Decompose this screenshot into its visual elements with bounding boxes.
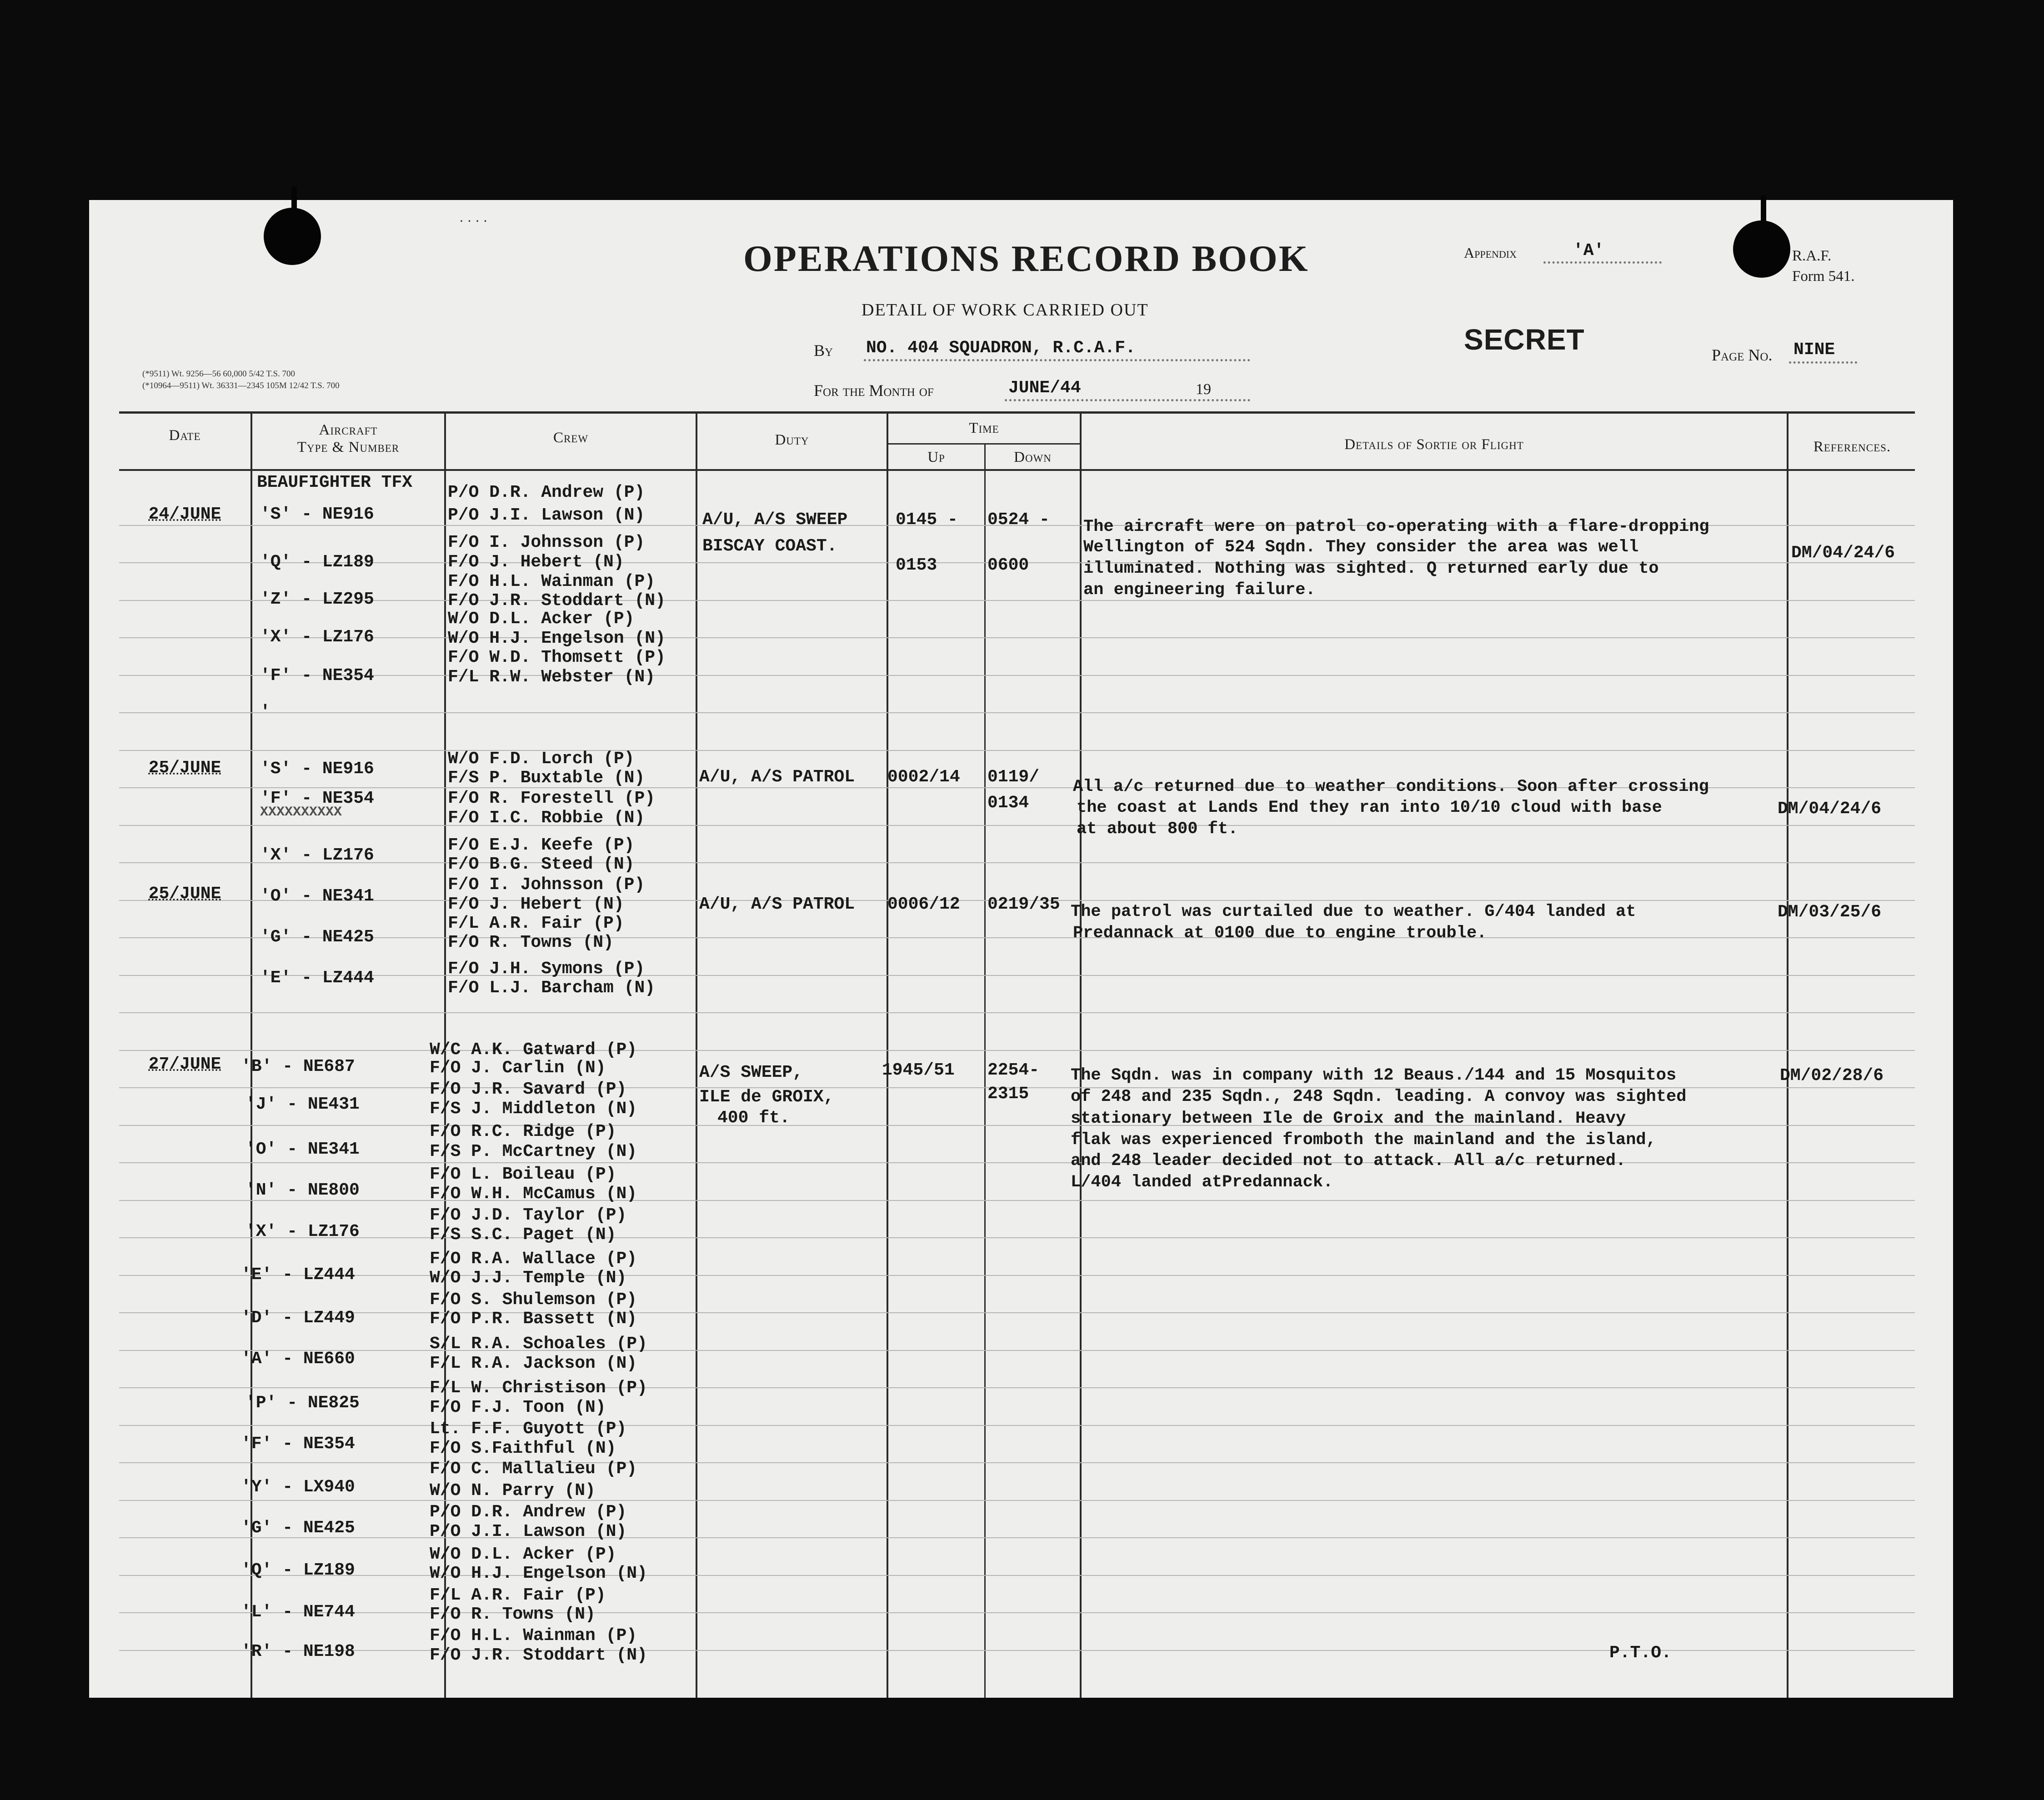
entry-crew: F/O H.L. Wainman (P) [430,1626,637,1645]
col-divider-4 [887,411,888,1698]
row-rule [119,600,1915,601]
entry-aircraft: 'L' - NE744 [241,1602,355,1622]
page-number-label: Page No. [1712,346,1773,364]
entry-details-line: The patrol was curtailed due to weather. G/404 landed at [1071,902,1636,921]
entry-crew: F/O J.R. Stoddart (N) [430,1645,647,1665]
col-header-date: Date [169,427,201,444]
entry-aircraft: 'D' - LZ449 [241,1308,355,1328]
entry-time-down: 2315 [987,1084,1029,1104]
month-value: JUNE/44 [1008,378,1081,398]
entry-crew: F/O J.H. Symons (P) [448,959,645,979]
entry-crew: W/O H.J. Engelson (N) [448,629,666,648]
entry-crew: F/O B.G. Steed (N) [448,855,635,874]
entry-duty-line: ILE de GROIX, [699,1087,834,1107]
form-line-1: R.A.F. [1792,248,1832,264]
entry-reference: DM/02/28/6 [1780,1066,1884,1085]
entry-time-up: 0145 - [896,510,958,530]
entry-crew: S/L R.A. Schoales (P) [430,1334,647,1354]
page-title: OPERATIONS RECORD BOOK [743,238,1309,279]
entry-crew: F/O R.C. Ridge (P) [430,1122,616,1141]
entry-details-line: Predannack at 0100 due to engine trouble. [1073,924,1487,943]
entry-reference: DM/04/24/6 [1791,543,1895,563]
entry-aircraft: 'P' - NE825 [245,1393,360,1413]
entry-crew: W/O D.L. Acker (P) [430,1545,616,1564]
entry-crew: F/O L.J. Barcham (N) [448,978,656,998]
entry-time-down: 0219/35 [987,895,1060,914]
time-subheader-rule [887,443,1081,445]
entry-crew: F/S S.C. Paget (N) [430,1225,616,1245]
entry-aircraft: 'F' - NE354 [260,789,374,808]
by-underline [864,359,1250,361]
row-rule [119,1237,1915,1238]
entry-aircraft: 'F' - NE354 [241,1434,355,1454]
entry-crew: W/O N. Parry (N) [430,1481,596,1500]
row-rule [119,1387,1915,1388]
entry-aircraft: 'X' - LZ176 [260,845,374,865]
entry-crew: P/O J.I. Lawson (N) [430,1522,627,1541]
entry-crew: F/S P. McCartney (N) [430,1142,637,1161]
entry-aircraft: 'J' - NE431 [245,1095,360,1114]
row-rule [119,1125,1915,1126]
aircraft-type: BEAUFIGHTER TFX [257,473,413,492]
entry-crew: Lt. F.F. Guyott (P) [430,1419,627,1439]
row-rule [119,1425,1915,1426]
entry-time-down: 0600 [987,555,1029,575]
entry-details-line: an engineering failure. [1083,580,1316,600]
entry-crew: F/L R.A. Jackson (N) [430,1354,637,1373]
entry-reference: DM/04/24/6 [1778,799,1882,819]
entry-aircraft: 'N' - NE800 [245,1180,360,1200]
entry-date: 25/JUNE [148,758,221,778]
print-code-1: (*9511) Wt. 9256—56 60,000 5/42 T.S. 700 [142,369,296,379]
entry-time-down: 0134 [987,793,1029,813]
entry-time-down: 0119/ [987,767,1040,787]
entry-aircraft: 'O' - NE341 [245,1140,360,1159]
entry-aircraft: 'X' - LZ176 [260,627,374,647]
entry-crew: W/O D.L. Acker (P) [448,609,635,629]
entry-aircraft: 'E' - LZ444 [241,1265,355,1285]
entry-aircraft: 'Y' - LX940 [241,1477,355,1497]
col-header-references: References. [1813,439,1891,455]
entry-crew: F/S P. Buxtable (N) [448,768,645,788]
row-rule [119,637,1915,638]
pto-note: P.T.O. [1609,1643,1672,1663]
punch-hole-left [264,208,321,265]
entry-duty-line: A/U, A/S SWEEP [702,510,848,530]
col-header-crew: Crew [553,430,589,446]
entry-crew: F/O J. Carlin (N) [430,1058,606,1078]
top-marks: · · · · [459,214,488,229]
entry-crew: P/O J.I. Lawson (N) [448,505,645,525]
row-rule [119,1200,1915,1201]
col-header-down: Down [1014,449,1052,465]
col-divider-1 [250,411,252,1698]
month-label: For the Month of [814,381,934,400]
entry-aircraft: 'G' - NE425 [241,1518,355,1538]
entry-crew: F/O R. Towns (N) [448,933,614,952]
entry-details-line: the coast at Lands End they ran into 10/10 cloud with base [1077,798,1662,817]
entry-crew: F/O P.R. Bassett (N) [430,1309,637,1329]
entry-crew: F/O W.D. Thomsett (P) [448,648,666,667]
entry-aircraft: XXXXXXXXXX [260,805,342,820]
row-rule [119,1162,1915,1163]
entry-time-up: 0002/14 [887,767,960,787]
col-divider-3 [696,411,697,1698]
page-subtitle: DETAIL OF WORK CARRIED OUT [862,300,1149,320]
entry-crew: F/L R.W. Webster (N) [448,667,656,687]
row-rule [119,1462,1915,1463]
entry-details-line: of 248 and 235 Sqdn., 248 Sqdn. leading. A convoy was sighted [1071,1087,1687,1106]
entry-duty-line: A/U, A/S PATROL [699,895,855,914]
entry-details-line: Wellington of 524 Sqdn. They consider the area was well [1083,538,1639,557]
entry-aircraft: 'S' - NE916 [260,759,374,779]
entry-time-down: 0524 - [987,510,1050,530]
entry-crew: F/O J.D. Taylor (P) [430,1205,627,1225]
entry-crew: F/O C. Mallalieu (P) [430,1459,637,1479]
entry-crew: W/O F.D. Lorch (P) [448,749,635,769]
entry-crew: F/L W. Christison (P) [430,1378,647,1398]
col-header-time: Time [969,420,999,436]
entry-crew: P/O D.R. Andrew (P) [448,483,645,502]
entry-crew: F/O J.R. Savard (P) [430,1080,627,1099]
entry-crew: F/O E.J. Keefe (P) [448,835,635,855]
row-rule [119,1312,1915,1313]
entry-crew: F/O R. Forestell (P) [448,789,656,808]
col-header-duty: Duty [775,432,809,448]
row-rule [119,975,1915,976]
appendix-label: Appendix [1464,245,1517,261]
appendix-value: 'A' [1573,241,1604,260]
entry-crew: F/L A.R. Fair (P) [448,914,624,933]
entry-details-line: All a/c returned due to weather conditions. Soon after crossing [1073,777,1709,796]
entry-aircraft: 'Q' - LZ189 [260,552,374,572]
entry-time-up: 0153 [896,555,937,575]
print-code-2: (*10964—9511) Wt. 36331—2345 105M 12/42 T.S. 700 [142,381,340,390]
classification-stamp: SECRET [1464,323,1585,356]
entry-details-line: stationary between Ile de Groix and the mainland. Heavy [1071,1109,1626,1128]
row-rule [119,1575,1915,1576]
entry-aircraft: 'Q' - LZ189 [241,1560,355,1580]
entry-crew: F/O R.A. Wallace (P) [430,1249,637,1269]
entry-crew: W/O J.J. Temple (N) [430,1268,627,1288]
entry-duty-line: BISCAY COAST. [702,536,837,556]
entry-crew: F/O I.C. Robbie (N) [448,808,645,828]
row-rule [119,1500,1915,1501]
entry-aircraft: ' [260,702,271,722]
row-rule [119,1350,1915,1351]
entry-aircraft: 'X' - LZ176 [245,1222,360,1241]
squadron-value: NO. 404 SQUADRON, R.C.A.F. [866,338,1136,358]
entry-details-line: The aircraft were on patrol co-operating with a flare-dropping [1083,517,1709,536]
entry-aircraft: 'E' - LZ444 [260,968,374,988]
form-line-2: Form 541. [1792,268,1855,285]
entry-crew: F/O J.R. Stoddart (N) [448,591,666,610]
appendix-underline [1543,261,1662,264]
entry-crew: F/O S. Shulemson (P) [430,1290,637,1310]
entry-details-line: The Sqdn. was in company with 12 Beaus./144 and 15 Mosquitos [1071,1066,1677,1085]
entry-crew: F/L A.R. Fair (P) [430,1585,606,1605]
entry-crew: F/O J. Hebert (N) [448,895,624,914]
entry-crew: F/O W.H. McCamus (N) [430,1184,637,1204]
row-rule [119,1275,1915,1276]
entry-crew: W/C A.K. Gatward (P) [430,1040,637,1060]
row-rule [119,1537,1915,1538]
entry-aircraft: 'A' - NE660 [241,1349,355,1369]
entry-crew: F/O H.L. Wainman (P) [448,572,656,591]
table-top-border [119,411,1915,414]
entry-aircraft: 'R' - NE198 [241,1642,355,1661]
col-header-details: Details of Sortie or Flight [1344,436,1524,453]
row-rule [119,1612,1915,1613]
col-divider-6 [1080,411,1082,1698]
entry-crew: F/S J. Middleton (N) [430,1099,637,1119]
col-header-aircraft-1: Aircraft [319,422,378,438]
page-underline [1789,361,1857,364]
entry-time-down: 2254- [987,1060,1040,1080]
entry-crew: F/O I. Johnsson (P) [448,875,645,895]
entry-crew: W/O H.J. Engelson (N) [430,1564,647,1583]
page-number-value: NINE [1794,340,1835,360]
entry-crew: P/O D.R. Andrew (P) [430,1502,627,1522]
punch-hole-right [1733,220,1790,278]
entry-details-line: flak was experienced fromboth the mainland and the island, [1071,1130,1656,1150]
entry-crew: F/O F.J. Toon (N) [430,1398,606,1417]
entry-details-line: illuminated. Nothing was sighted. Q returned early due to [1083,559,1659,578]
row-rule [119,675,1915,676]
col-divider-7 [1787,411,1788,1698]
entry-crew: F/O L. Boileau (P) [430,1165,616,1184]
by-label: By [814,341,833,360]
row-rule [119,862,1915,863]
entry-aircraft: 'G' - NE425 [260,927,374,947]
col-divider-5 [984,445,986,1698]
entry-details-line: at about 800 ft. [1077,820,1238,839]
row-rule [119,712,1915,713]
entry-date: 24/JUNE [148,505,221,524]
entry-aircraft: 'B' - NE687 [241,1057,355,1076]
entry-aircraft: 'O' - NE341 [260,886,374,906]
entry-time-up: 1945/51 [882,1060,955,1080]
entry-duty-line: 400 ft. [717,1108,790,1128]
entry-date: 25/JUNE [148,884,221,904]
entry-duty-line: A/S SWEEP, [699,1063,803,1082]
entry-aircraft: 'Z' - LZ295 [260,590,374,609]
entry-duty-line: A/U, A/S PATROL [699,767,855,787]
col-header-up: Up [927,449,945,465]
col-header-aircraft-2: Type & Number [297,439,400,455]
entry-details-line: and 248 leader decided not to attack. All a/c returned. [1071,1151,1626,1170]
row-rule [119,750,1915,751]
entry-details-line: L/404 landed atPredannack. [1071,1173,1333,1192]
entry-time-up: 0006/12 [887,895,960,914]
row-rule [119,1050,1915,1051]
entry-crew: F/O I. Johnsson (P) [448,533,645,552]
row-rule [119,937,1915,938]
year-prefix: 19 [1196,381,1211,398]
entry-reference: DM/03/25/6 [1778,902,1882,922]
month-underline [1005,399,1250,401]
row-rule [119,1012,1915,1013]
entry-crew: F/O R. Towns (N) [430,1605,596,1624]
entry-date: 27/JUNE [148,1055,221,1074]
entry-aircraft: 'F' - NE354 [260,666,374,685]
row-rule [119,825,1915,826]
entry-crew: F/O S.Faithful (N) [430,1439,616,1458]
header-bottom-rule [119,469,1915,471]
entry-aircraft: 'S' - NE916 [260,505,374,524]
entry-crew: F/O J. Hebert (N) [448,552,624,572]
